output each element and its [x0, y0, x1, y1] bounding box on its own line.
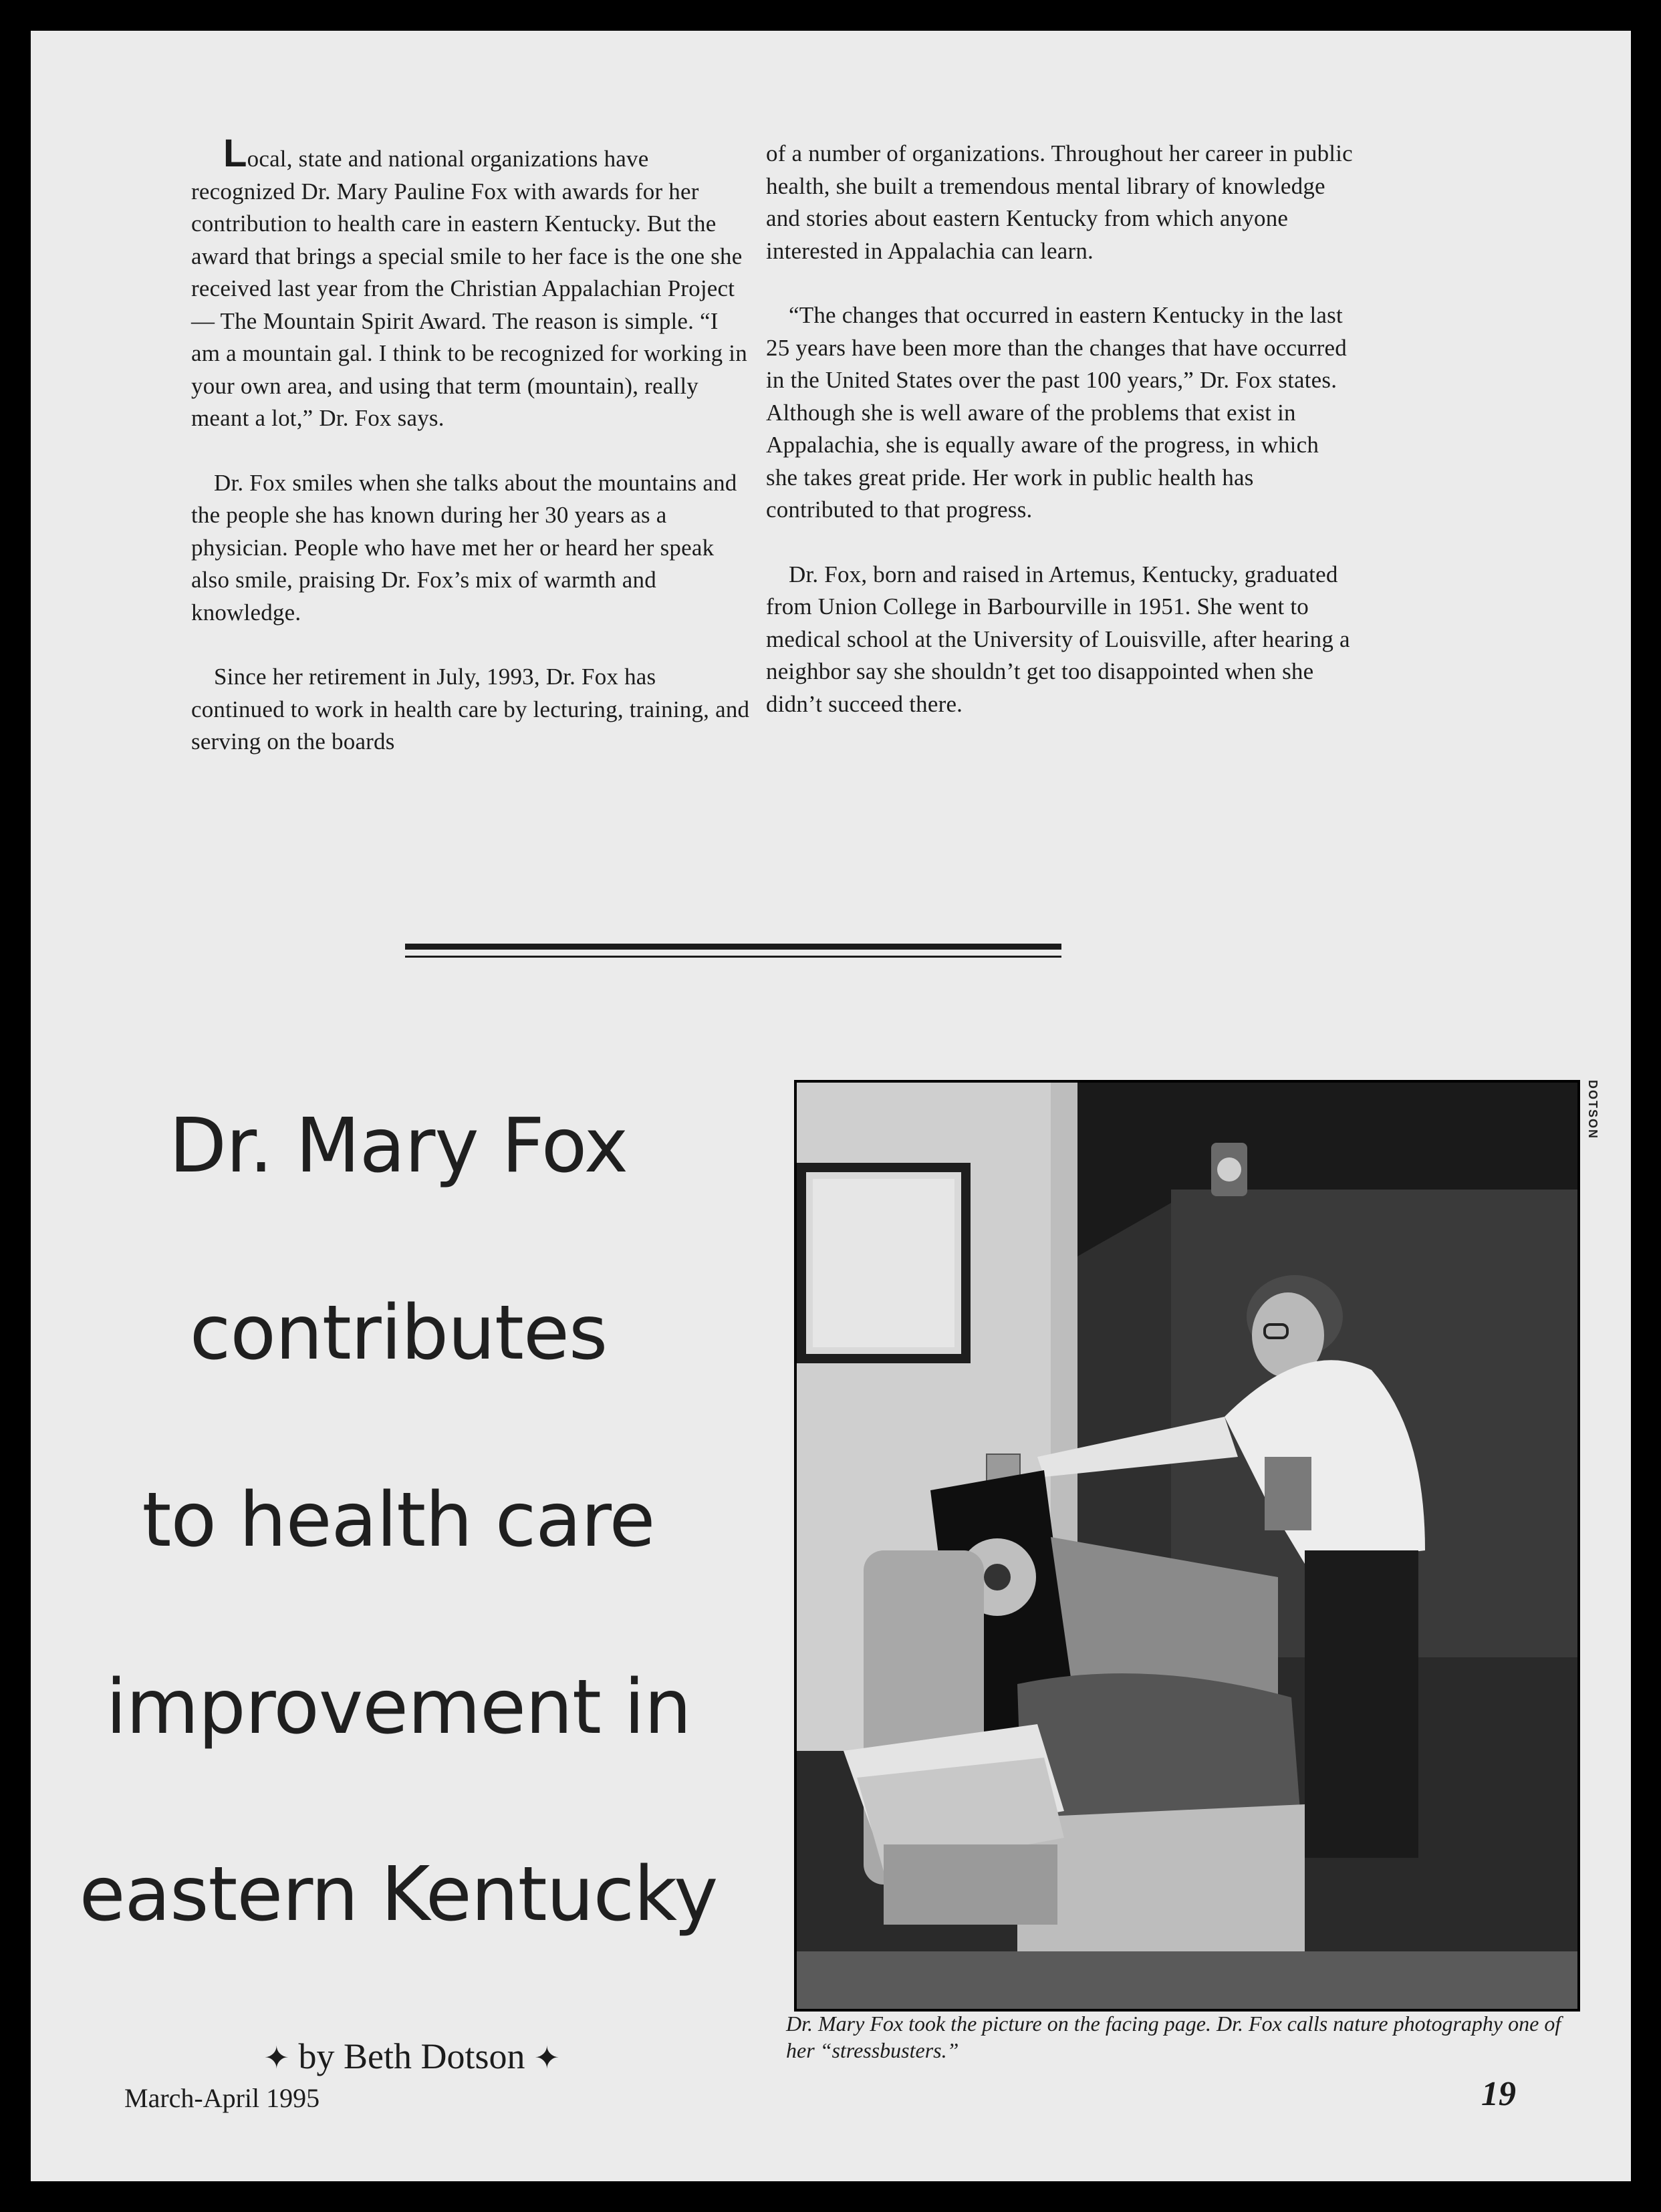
- article-paragraph: [191, 132, 753, 435]
- article-paragraph: Since her retirement in July, 1993, Dr. Fox has continued to work in health care by lecturing, training, and serving on the boards: [191, 664, 750, 754]
- article-column-left: [191, 132, 753, 791]
- headline-line: to health care: [142, 1477, 655, 1564]
- paragraph-text: ocal, state and national organizations have recognized Dr. Mary Pauline Fox with awards for her contribution to health care in eastern Kentucky. But the award that brings a special smile to her face is the one she received last year from the Christian Appalachian Project — The Mountain Spirit Award. The reason is simple. “I am a mountain gal. I think to be recognized for working in your own area, and using that term (mountain), really meant a lot,” Dr. Fox says.: [191, 146, 747, 431]
- photo-credit: DOTSON: [1586, 1080, 1600, 1140]
- article-photo: [794, 1080, 1580, 2012]
- byline-text: by Beth Dotson: [298, 2036, 525, 2076]
- headline-line: eastern Kentucky: [79, 1851, 718, 1938]
- divider-rule: [405, 944, 1061, 950]
- byline: [198, 2036, 626, 2077]
- headline-line: improvement in: [106, 1664, 691, 1751]
- issue-date: March-April 1995: [124, 2083, 320, 2113]
- article-paragraph: “The changes that occurred in eastern Kentucky in the last 25 years have been more than the changes that have occurred in the United States over the past 100 years,” Dr. Fox states. Although she is well aware of the problems that exist in Appalachia, she is equally aware of the progress, in which she takes great pride. Her work in public health has contributed to that progress.: [766, 302, 1347, 523]
- divider-rule: [405, 956, 1061, 958]
- photo-caption: Dr. Mary Fox took the picture on the facing page. Dr. Fox calls nature photography one of her “stressbusters.”: [786, 2012, 1561, 2062]
- magazine-page: [31, 31, 1631, 2181]
- page-number: 19: [1481, 2075, 1516, 2113]
- headline-line: contributes: [189, 1290, 608, 1377]
- article-paragraph: Dr. Fox, born and raised in Artemus, Kentucky, graduated from Union College in Barbourville in 1951. She went to medical school at the University of Louisville, after hearing a neighbor say she shouldn’t get too disappointed when she didn’t succeed there.: [766, 561, 1350, 717]
- headline-line: Dr. Mary Fox: [168, 1103, 628, 1190]
- drop-cap: L: [223, 132, 247, 175]
- article-paragraph: of a number of organizations. Throughout her career in public health, she built a tremendous mental library of knowledge and stories about eastern Kentucky from which anyone interested in Appalachia can learn.: [766, 140, 1353, 264]
- article-headline: [31, 1100, 766, 2036]
- article-paragraph: Dr. Fox smiles when she talks about the mountains and the people she has known during her 30 years as a physician. People who have met her or heard her speak also smile, praising Dr. Fox’s mix of warmth and knowledge.: [191, 469, 737, 626]
- star-ornament-icon: ✦: [263, 2040, 289, 2076]
- star-ornament-icon: ✦: [534, 2040, 560, 2076]
- article-column-right: [766, 138, 1354, 752]
- photo-illustration: [797, 1083, 1577, 2009]
